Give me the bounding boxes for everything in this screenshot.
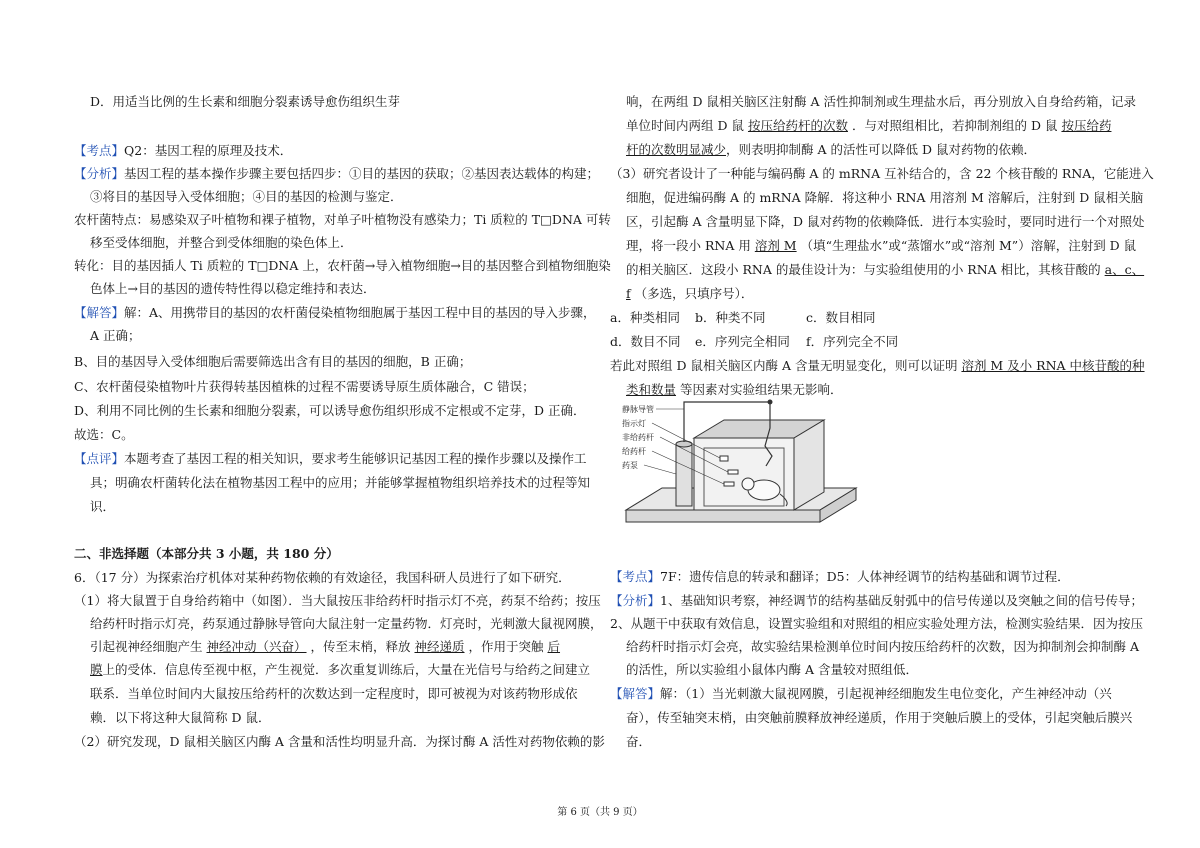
fenxi-tag: 【分析】	[610, 593, 661, 608]
jieda-tag: 【解答】	[610, 686, 661, 701]
fenxi-line: 移至受体细胞，并整合到受体细胞的染色体上．	[90, 235, 353, 250]
fenxi-line: 农杆菌特点：易感染双子叶植物和裸子植物，对单子叶植物没有感染力；Ti 质粒的 T□DNA 可转	[74, 212, 611, 227]
part-1-line: 引起视神经细胞产生 神经冲动（兴奋） ，传至末梢，释放 神经递质 ，作用于突触 后	[90, 639, 561, 654]
right-line: 的相关脑区．这段小 RNA 的最佳设计为：与实验组使用的小 RNA 相比，其核苷酸的 a、c、	[626, 262, 1145, 277]
right-line: 类和数量 等因素对实验组结果无影响．	[626, 382, 843, 397]
option-f: f．序列完全不同	[806, 334, 899, 349]
dianping-section	[74, 451, 587, 467]
answer-blank: 膜	[90, 662, 103, 677]
fig-label: 指示灯	[622, 419, 646, 428]
kaodian-text: Q2：基因工程的原理及技术．	[124, 143, 293, 158]
jieda-line: A 正确；	[90, 328, 141, 343]
page-footer: 第 6 页（共 9 页）	[557, 807, 643, 818]
jieda-section	[74, 305, 596, 321]
part-1-line: （1）将大鼠置于自身给药箱中（如图）．当大鼠按压非给药杆时指示灯不亮，药泵不给药；按压	[74, 593, 601, 608]
fig-label: 给药杆	[622, 447, 646, 456]
option-d: D．用适当比例的生长素和细胞分裂素诱导愈伤组织生芽	[90, 94, 401, 109]
jieda-line: D、利用不同比例的生长素和细胞分裂素，可以诱导愈伤组织形成不定根或不定芽，D 正确．	[74, 403, 586, 418]
fenxi-line: 的活性，所以实验组小鼠体内酶 A 含量较对照组低．	[626, 662, 918, 677]
kaodian-tag: 【考点】	[74, 143, 125, 158]
fenxi-line: 给药杆时指示灯会亮，故实验结果检测单位时间内按压给药杆的次数，因为抑制剂会抑制酶 A	[626, 639, 1140, 654]
fenxi-section: 【分析】1、基础知识考察，神经调节的结构基础反射弧中的信号传递以及突触之间的信号传导；	[610, 593, 1143, 608]
answer-blank: 神经递质	[414, 639, 465, 654]
answer-blank: 溶剂 M 及小 RNA 中核苷酸的种	[961, 358, 1145, 373]
fenxi-line: ③将目的基因导入受体细胞；④目的基因的检测与鉴定．	[90, 189, 403, 204]
drug-box-figure	[620, 398, 860, 544]
right-line: 理，将一段小 RNA 用 溶剂 M （填“生理盐水”或“蒸馏水”或“溶剂 M”）溶解，注射到 D 鼠	[626, 238, 1137, 253]
answer-blank: 后	[547, 639, 561, 654]
answer-blank: 按压给药杆的次数	[747, 118, 848, 133]
right-line: 若此对照组 D 鼠相关脑区内酶 A 含量无明显变化，则可以证明 溶剂 M 及小 RNA 中核苷酸的种	[610, 358, 1145, 373]
dianping-line: 本题考查了基因工程的相关知识，要求考生能够识记基因工程的操作步骤以及操作工	[124, 451, 587, 466]
jieda-line: C、农杆菌侵染植物叶片获得转基因植株的过程不需要诱导原生质体融合，C 错误；	[74, 379, 535, 394]
option-e: e．序列完全相同	[695, 334, 790, 349]
jieda-line: 奋．	[626, 734, 652, 749]
fenxi-tag: 【分析】	[74, 166, 125, 181]
jieda-section: 【解答】解：（1）当光刺激大鼠视网膜，引起视神经细胞发生电位变化，产生神经冲动（兴	[610, 686, 1112, 701]
jieda-line: 奋），传至轴突末梢，由突触前膜释放神经递质，作用于突触后膜上的受体，引起突触后膜兴	[626, 710, 1133, 725]
fig-label: 静脉导管	[622, 405, 654, 414]
right-line: 细胞，促进编码酶 A 的 mRNA 降解．将这种小 RNA 用溶剂 M 溶解后，注射到 D 鼠相关脑	[626, 190, 1144, 205]
part-1-line: 膜上的受体．信息传至视中枢，产生视觉．多次重复训练后，大量在光信号与给药之间建立	[90, 662, 591, 677]
fenxi-section	[74, 166, 599, 182]
dianping-tag: 【点评】	[74, 451, 125, 466]
fenxi-line: 色体上→目的基因的遗传特性得以稳定维持和表达．	[90, 281, 376, 296]
answer-blank: 溶剂 M	[754, 238, 797, 253]
answer-blank: 杆的次数明显减少	[626, 142, 727, 157]
answer-blank: 类和数量	[626, 382, 677, 397]
jieda-line: 故选：C。	[74, 427, 134, 442]
section-title: 二、非选择题（本部分共 3 小题，共 180 分）	[74, 546, 339, 561]
question-6-title: 6．（17 分）为探索治疗机体对某种药物依赖的有效途径，我国科研人员进行了如下研究．	[74, 570, 571, 585]
right-line: 区，引起酶 A 含量明显下降，D 鼠对药物的依赖降低．进行本实验时，要同时进行一个对照处	[626, 214, 1145, 229]
right-line: 杆的次数明显减少，则表明抑制酶 A 的活性可以降低 D 鼠对药物的依赖．	[626, 142, 1036, 157]
answer-blank: f	[626, 286, 631, 301]
answer-blank: 按压给药	[1061, 118, 1112, 133]
kaodian-tag: 【考点】	[610, 569, 661, 584]
part-1-line: 赖．以下将这种大鼠简称 D 鼠．	[90, 710, 271, 725]
kaodian-section	[74, 143, 292, 159]
fenxi-line: 转化：目的基因插人 Ti 质粒的 T□DNA 上，农杆菌→导入植物细胞→目的基因整合到植物细胞染	[74, 258, 611, 273]
option-b: b．种类不同	[695, 310, 766, 325]
fig-label: 非给药杆	[622, 433, 654, 442]
part-1-line: 给药杆时指示灯亮，药泵通过静脉导管向大鼠注射一定量药物．灯亮时，光刺激大鼠视网膜，	[90, 616, 603, 631]
right-line: 响，在两组 D 鼠相关脑区注射酶 A 活性抑制剂或生理盐水后，再分别放入自身给药箱，记录	[626, 94, 1136, 109]
part-1-line: 联系．当单位时间内大鼠按压给药杆的次数达到一定程度时，即可被视为对该药物形成依	[90, 686, 578, 701]
kaodian-section: 【考点】7F：遗传信息的转录和翻译；D5：人体神经调节的结构基础和调节过程．	[610, 569, 1070, 584]
right-line: （3）研究者设计了一种能与编码酶 A 的 mRNA 互补结合的，含 22 个核苷酸的 RNA，它能进入	[610, 166, 1154, 181]
jieda-line: B、目的基因导入受体细胞后需要筛选出含有目的基因的细胞，B 正确；	[74, 354, 472, 369]
right-line: f （多选，只填序号）．	[626, 286, 754, 301]
dianping-line: 具；明确农杆菌转化法在植物基因工程中的应用；并能够掌握植物组织培养技术的过程等知	[90, 475, 591, 490]
right-line: 单位时间内两组 D 鼠 按压给药杆的次数 ．与对照组相比，若抑制剂组的 D 鼠 按压给药	[626, 118, 1112, 133]
fenxi-line: 基因工程的基本操作步骤主要包括四步：①目的基因的获取；②基因表达载体的构建；	[124, 166, 600, 181]
answer-blank: 神经冲动（兴奋）	[206, 639, 307, 654]
fig-label: 药泵	[622, 461, 638, 470]
fenxi-line: 2、从题干中获取有效信息，设置实验组和对照组的相应实验处理方法，检测实验结果．因为按压	[610, 616, 1143, 631]
answer-blank: a、c、	[1104, 262, 1145, 277]
jieda-line: 解：A、用携带目的基因的农杆菌侵染植物细胞属于基因工程中目的基因的导入步骤，	[124, 305, 596, 320]
dianping-line: 识．	[90, 499, 116, 514]
jieda-tag: 【解答】	[74, 305, 125, 320]
option-d: d．数目不同	[610, 334, 681, 349]
part-2-line: （2）研究发现，D 鼠相关脑区内酶 A 含量和活性均明显升高．为探讨酶 A 活性对药物依赖的影	[74, 734, 605, 749]
option-a: a．种类相同	[610, 310, 680, 325]
option-c: c．数目相同	[806, 310, 876, 325]
